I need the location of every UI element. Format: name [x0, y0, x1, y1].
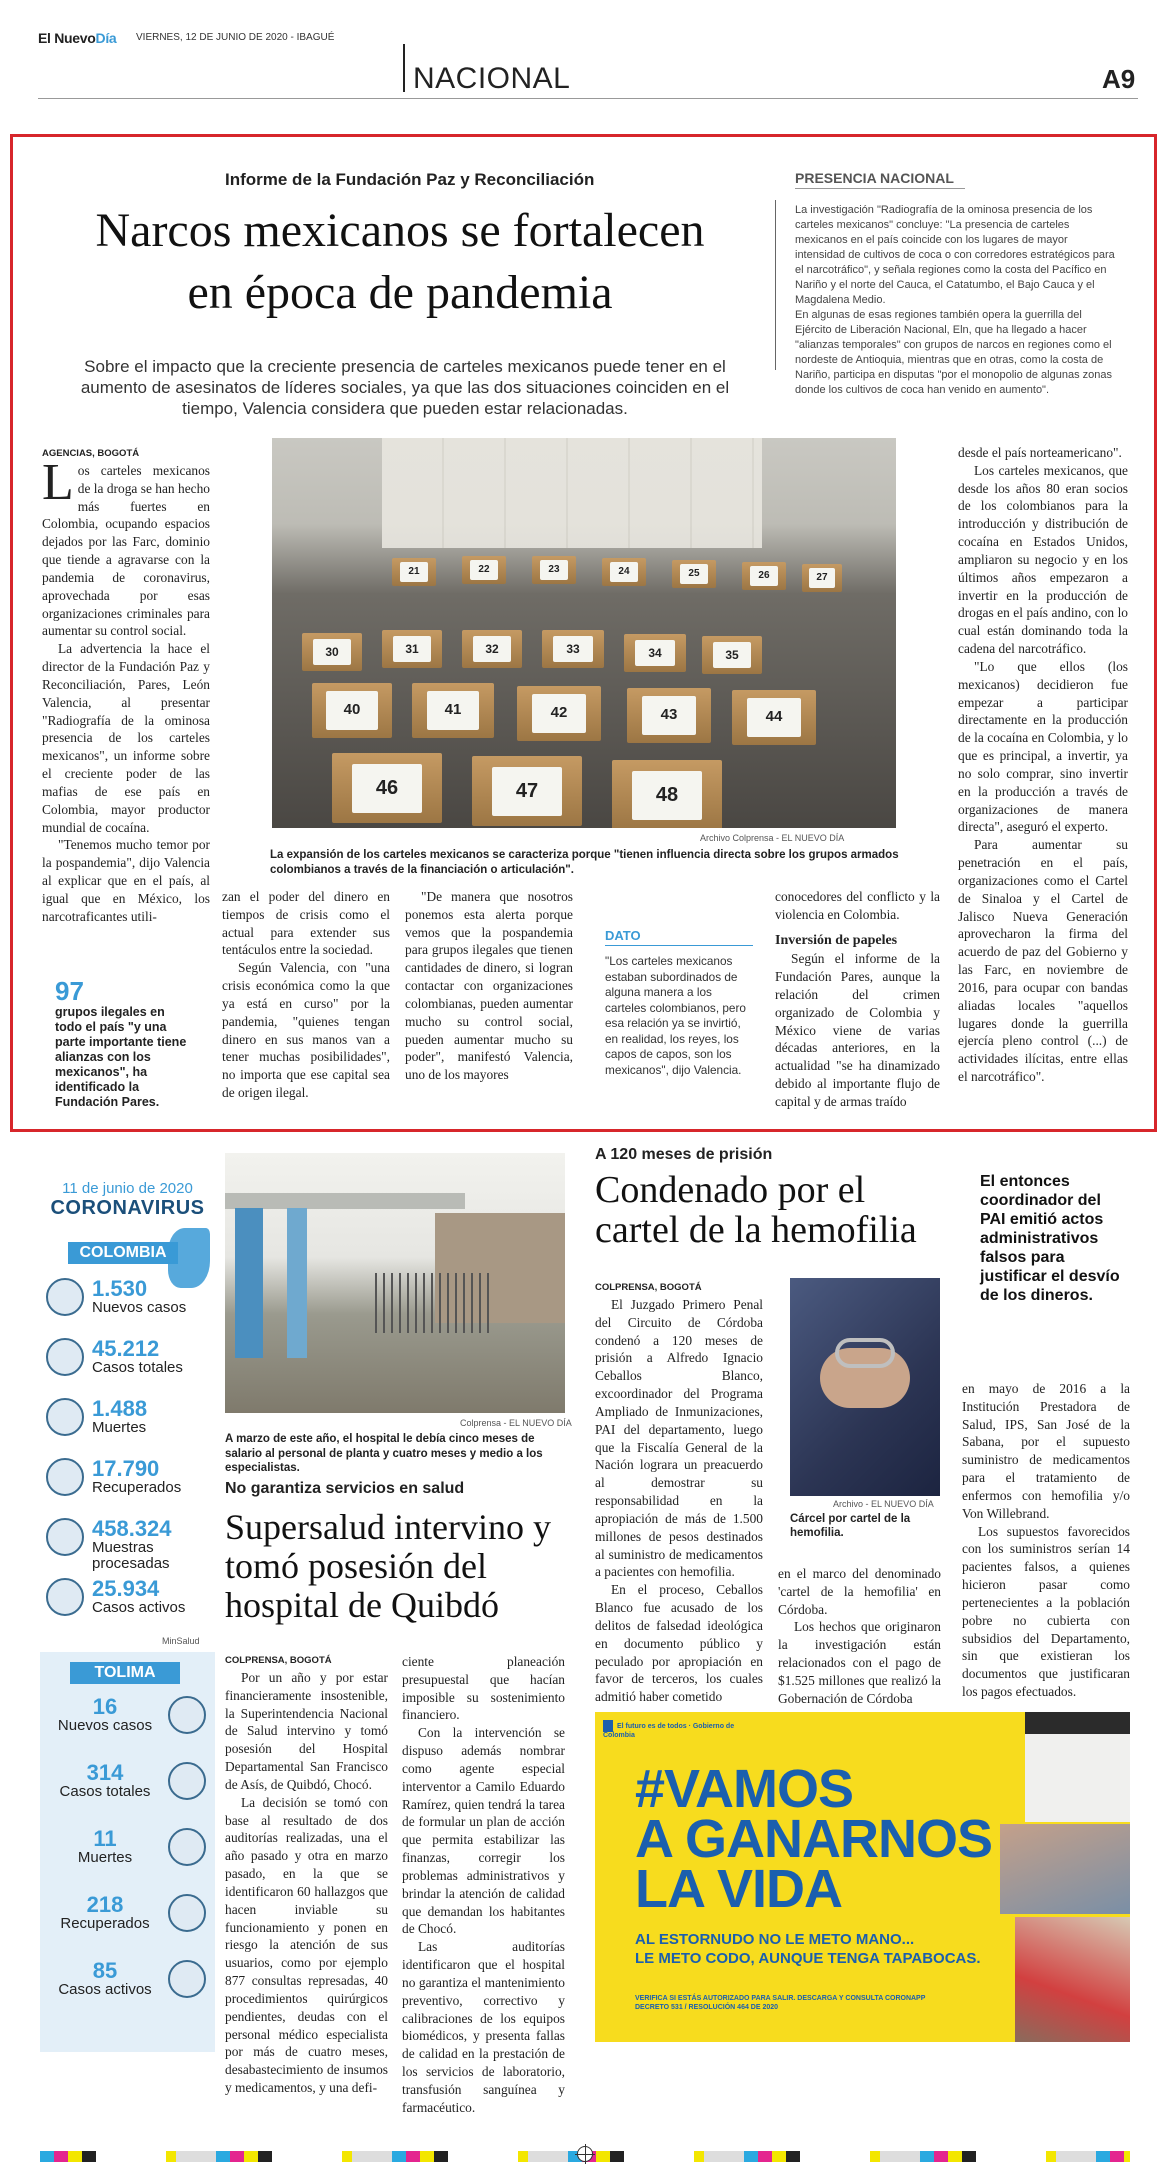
stat-number: 1.530 — [92, 1276, 148, 1301]
hospital-headline: Supersalud intervino y tomó posesión del hospital de Quibdó — [225, 1507, 551, 1625]
section-title: NACIONAL — [413, 62, 571, 95]
stat-number: 314 — [86, 1760, 124, 1785]
box-number-label: 22 — [470, 560, 498, 580]
colombia-stat-row — [40, 1272, 210, 1332]
cardboard-box — [412, 683, 494, 738]
hemofilia-col-1: El Juzgado Primero Penal del Circuito de Córdoba condenó a 120 meses de prisión a Alfredo Ignacio Ceballos Blanco, excoordinador del Programa Ampliado de Inmunizaciones, PAI del departamento, luego que la Fiscalía General de la Nación lograra un preacuerdo al demostrar su responsabilidad en la apropiación de más de 1.500 millones de pesos destinados al suministro de medicamentos a pacientes con hemofilia. En el proceso, Ceballos Blanco fue acusado de los delitos de falsedad ideológica en documento público y peculado por apropiación en favor de terceros, los cuales admitió haber cometido — [595, 1297, 763, 1705]
cardboard-box — [392, 558, 436, 586]
dato-text: "Los carteles mexicanos estaban subordinados de alguna manera a los carteles colombianos, pero esa relación ya se invirtió, en realidad, los reyes, los capos de capos, son los mexicanos", dijo Valencia. — [605, 954, 746, 1077]
box-number-label: 23 — [540, 560, 568, 580]
sidebar-text: La investigación "Radiografía de la ominosa presencia de los carteles mexicanos" concluye: "La presencia de carteles mexicanos en el país coincide con los lugares de mayor intensidad de cultivos de coca o con corredores estratégicos para el narcotráfico", y señala regiones como la costa del Pacífico en Nariño y el norte del Cauca, el Catatumbo, el Bajo Cauca y el Magdalena Medio. En algunas de esas regiones también opera la guerrilla del Ejército de Liberación Nacional, Eln, que ha llegado a hacer "alianzas temporales" con grupos de narcos en regiones como el nordeste de Antioquia, mientras que en otras, como la costa de Nariño, participa en disputas "por el monopolio de algunas zonas donde los cultivos de coca han venido en aumento". — [795, 204, 1115, 396]
cardboard-box — [702, 636, 762, 674]
color-swatch — [1096, 2151, 1110, 2162]
stat-text — [46, 1828, 164, 1866]
color-swatch — [948, 2151, 962, 2162]
stat-label: Nuevos casos — [57, 1717, 153, 1734]
stat-text — [92, 1518, 210, 1572]
box-number-label: 30 — [313, 639, 351, 666]
color-swatch — [1046, 2151, 1056, 2162]
dateline: VIERNES, 12 DE JUNIO DE 2020 - IBAGUÉ — [136, 32, 335, 43]
box-number-label: 32 — [473, 636, 511, 663]
color-swatch — [82, 2151, 96, 2162]
stat-number: 45.212 — [92, 1336, 160, 1361]
hospital-col-1: Por un año y por estar financieramente insostenible, la Superintendencia Nacional de Salud intervino y tomó posesión del Hospital Departamental San Francisco de Asís, de Quibdó, Chocó. La decisión se tomó con base al resultado de dos auditorías realizadas, una el año pasado y otra en marzo pasado, en la que se identificaron 60 hallazgos que hacen inviable su funcionamiento y ponen en riesgo la atención de sus usuarios, como por ejemplo 877 consultas represadas, 40 procedimientos quirúrgicos pendientes, deudas con el personal médico especialista por más de cuatro meses, desabastecimiento de insumos y medicamentos, y una defi- — [225, 1670, 388, 2096]
stat-label: Recuperados — [60, 1915, 150, 1932]
colombia-stat-row — [40, 1512, 210, 1572]
ad-shield-icon — [603, 1720, 613, 1732]
stat-text — [92, 1458, 210, 1496]
stat-label: Muestras procesadas — [92, 1539, 170, 1572]
hospital-col-2: ciente planeación presupuestal que hacían imposible su sostenimiento financiero. Con la intervención se dispuso además nombrar como agente especial interventor a Camilo Eduardo Ramírez, quien tendrá la tarea de formular un plan de acción que permita estabilizar las finanzas, corregir los problemas administrativos y brindar la atención de calidad que demandan los habitantes de Chocó. Las auditorías identificaron que el hospital no garantiza el mantenimiento preventivo, correctivo y calibraciones de los equipos biomédicos, y presenta fallas de calidad en la prestación de los servicios de laboratorio, transfusión sanguínea y farmacéutico. — [402, 1654, 565, 2115]
hospital-roof — [225, 1193, 465, 1209]
box-number-label: 46 — [352, 764, 422, 813]
color-swatch — [448, 2151, 518, 2162]
color-swatch — [880, 2151, 920, 2162]
stat-person-icon — [46, 1518, 84, 1556]
color-swatch — [244, 2151, 258, 2162]
color-swatch — [962, 2151, 976, 2162]
box-number-label: 35 — [713, 642, 751, 669]
stat-label: Casos activos — [58, 1981, 152, 1998]
stat-text — [46, 1696, 164, 1734]
hospital-photo-credit: Colprensa - EL NUEVO DÍA — [460, 1418, 572, 1428]
lead-deck: Sobre el impacto que la creciente presencia de carteles mexicanos puede tener en el aumento de asesinatos de líderes sociales, ya que las dos situaciones coinciden en el tiempo, Valencia considera que pueden estar relacionadas. — [80, 357, 730, 418]
box-number-label: 21 — [400, 562, 428, 582]
stat-person-icon — [168, 1894, 206, 1932]
cardboard-box — [624, 634, 686, 672]
box-number-label: 24 — [610, 562, 638, 582]
cardboard-box — [382, 630, 442, 668]
presencia-sidebar — [795, 170, 1120, 405]
color-swatch — [230, 2151, 244, 2162]
box-number-label: 43 — [642, 696, 696, 735]
stat-number: 458.324 — [92, 1516, 172, 1541]
lead-col-1: Los carteles mexicanos de la droga se han hecho más fuertes en Colombia, ocupando espacios dejados por las Farc, dominio que tiende a agravarse con la pandemia de coronavirus, aprovechada por esas organizaciones criminales para aumentar su control social. La advertencia la hace el director de la Fundación Paz y Reconciliación, Pares, León Valencia, al presentar "Radiografía de la ominosa presencia de los carteles mexicanos", un informe sobre el creciente poder de las mafias de ese país en Colombia, mayor productor mundial de cocaína. "Tenemos mucho temor por la pospandemia", dijo Valencia al explicar que en el país, al igual que en México, los narcotraficantes utili- — [42, 454, 210, 924]
hemofilia-photo — [790, 1278, 940, 1496]
colombia-stat-row — [40, 1572, 210, 1632]
box-number-label: 41 — [427, 691, 479, 730]
cardboard-box — [627, 688, 711, 743]
colombia-stat-row — [40, 1452, 210, 1512]
color-swatch — [624, 2151, 694, 2162]
tolima-stat-row — [40, 1822, 210, 1888]
ad-headline: #VAMOS A GANARNOS LA VIDA — [635, 1759, 993, 1919]
box-number-label: 44 — [747, 698, 801, 737]
stat-number: 11 — [93, 1826, 117, 1851]
color-swatch — [342, 2151, 352, 2162]
stat-person-icon — [46, 1458, 84, 1496]
color-swatch — [976, 2151, 1046, 2162]
registration-mark-icon — [577, 2146, 593, 2162]
color-swatch — [610, 2151, 624, 2162]
hospital-pillar-2 — [287, 1208, 307, 1358]
stat-person-icon — [46, 1338, 84, 1376]
stat-label: Casos activos — [92, 1599, 186, 1616]
tolima-stat-row — [40, 1888, 210, 1954]
colombia-stat-row — [40, 1332, 210, 1392]
color-swatch — [258, 2151, 272, 2162]
section-divider — [403, 44, 405, 92]
stat-number: 218 — [86, 1892, 124, 1917]
hospital-pillar — [235, 1208, 263, 1358]
cardboard-box — [517, 686, 601, 741]
cardboard-box — [542, 630, 604, 668]
stat-number: 16 — [92, 1694, 118, 1719]
hemofilia-photo-caption: Cárcel por cartel de la hemofilia. — [790, 1513, 911, 1539]
stat-label: Casos totales — [92, 1359, 183, 1376]
hospital-photo — [225, 1153, 565, 1413]
cardboard-box — [742, 562, 786, 590]
ad-subline: AL ESTORNUDO NO LE METO MANO... LE METO CODO, AUNQUE TENGA TAPABOCAS. — [635, 1931, 981, 1967]
box-number-label: 42 — [532, 694, 586, 733]
stat-person-icon — [168, 1960, 206, 1998]
stat-97-text: grupos ilegales en todo el país "y una parte importante tiene alianzas con los mexicanos", ha identificado la Fundación Pares. — [55, 1005, 187, 1109]
color-swatch — [434, 2151, 448, 2162]
color-swatch — [1056, 2151, 1096, 2162]
cardboard-box — [472, 756, 582, 826]
stat-number: 17.790 — [92, 1456, 160, 1481]
stat-text — [46, 1960, 164, 1998]
color-swatch — [216, 2151, 230, 2162]
hospital-byline: COLPRENSA, BOGOTÁ — [225, 1655, 332, 1666]
stat-person-icon — [46, 1578, 84, 1616]
lead-photo — [272, 438, 896, 828]
sidebar-rule — [775, 200, 776, 370]
color-swatch — [786, 2151, 800, 2162]
cardboard-box — [802, 564, 842, 592]
stat-text — [92, 1398, 210, 1436]
covid-infographic — [40, 1180, 215, 2040]
stat-label: Nuevos casos — [92, 1299, 187, 1316]
color-swatch — [772, 2151, 786, 2162]
stat-text — [46, 1762, 164, 1800]
tolima-stat-row — [40, 1756, 210, 1822]
colombia-label: COLOMBIA — [68, 1242, 178, 1264]
color-swatch — [518, 2151, 528, 2162]
lead-col-4: conocedores del conflicto y la violencia en Colombia. Inversión de papeles Según el informe de la Fundación Pares, aunque la relación del crimen organizado de Colombia y México viene de varias décadas anteriores, en la actualidad "se ha dinamizado debido al importante flujo de capital y de armas traído — [775, 889, 940, 1109]
colombia-stat-row — [40, 1392, 210, 1452]
color-swatch — [870, 2151, 880, 2162]
box-number-label: 47 — [492, 767, 562, 816]
cardboard-box — [462, 556, 506, 584]
color-swatch — [694, 2151, 704, 2162]
dato-label: DATO — [605, 928, 753, 946]
lead-col-2: zan el poder del dinero en tiempos de crisis como el actual para extender sus tentáculos entre la sociedad. Según Valencia, con "una crisis económica como la que ya está en curso" por la pandemia, "quienes tengan dinero en sus manos van a tener muchas posibilidades", no importa que ese capital sea de origen ilegal. — [222, 889, 390, 1101]
covid-title: CORONAVIRUS — [50, 1197, 205, 1219]
stat-number: 1.488 — [92, 1396, 148, 1421]
lead-photo-caption: La expansión de los carteles mexicanos se caracteriza porque "tienen influencia directa sobre los grupos armados colombianos a través de la financiación o articulación". — [270, 849, 899, 876]
ad-fine-print: VERIFICA SI ESTÁS AUTORIZADO PARA SALIR. DESCARGA Y CONSULTA CORONAPP DECRETO 531 / RESOLUCIÓN 464 DE 2020 — [635, 1995, 926, 2011]
box-number-label: 48 — [632, 771, 702, 820]
lead-byline: AGENCIAS, BOGOTÁ — [42, 448, 140, 459]
stat-label: Muertes — [92, 1419, 147, 1436]
hospital-kicker: No garantiza servicios en salud — [225, 1480, 465, 1497]
lead-photo-credit: Archivo Colprensa - EL NUEVO DÍA — [700, 833, 845, 843]
covid-date: 11 de junio de 2020 — [62, 1180, 193, 1197]
cardboard-box — [532, 556, 576, 584]
stat-text — [92, 1578, 210, 1616]
color-swatch — [40, 2151, 54, 2162]
color-swatch — [420, 2151, 434, 2162]
hemofilia-col-3: en mayo de 2016 a la Institución Prestadora de Salud, IPS, San José de la Sabana, por el supuesto suministro de medicamentos para el tratamiento de enfermos con hemofilia y/o Von Willebrand. Los supuestos favorecidos con los suministros serían 14 pacientes falsos, a quienes hicieron pasar como pertenecientes a la población pobre no cubierta con subsidios del Departamento, sin que existieran los documentos que justificaran los pagos efectuados. — [962, 1381, 1130, 1700]
hemofilia-pullquote: El entonces coordinador del PAI emitió actos administrativos falsos para justificar el desvío de los dineros. — [980, 1173, 1120, 1304]
photo-backdrop — [382, 438, 762, 548]
stat-text — [46, 1894, 164, 1932]
dato-box — [605, 928, 753, 1078]
hospital-gate — [375, 1273, 495, 1333]
ad-person-1 — [1025, 1712, 1130, 1822]
lead-headline: Narcos mexicanos se fortalecen en época de pandemia — [95, 204, 705, 319]
hemofilia-col-2: en el marco del denominado 'cartel de la hemofilia' en Córdoba. Los hechos que originaron la investigación están relacionados con el pago de $1.525 millones que realizó la Gobernación de Córdoba — [778, 1566, 941, 1706]
stat-person-icon — [168, 1696, 206, 1734]
stat-number: 25.934 — [92, 1576, 160, 1601]
color-swatch — [920, 2151, 934, 2162]
cardboard-box — [312, 683, 392, 738]
stat-text — [92, 1338, 210, 1376]
page-number: A9 — [1102, 64, 1136, 94]
color-swatch — [758, 2151, 772, 2162]
stat-label: Casos totales — [59, 1783, 151, 1800]
box-number-label: 26 — [750, 566, 778, 586]
color-swatch — [352, 2151, 392, 2162]
color-swatch — [596, 2151, 610, 2162]
lead-col-5: desde el país norteamericano". Los carteles mexicanos, que desde los años 80 eran socios de los colombianos para la introducción y distribución de cocaína en Estados Unidos, ampliaron su negocio y en los últimos años empezaron a invertir en la producción de drogas en el país andino, con lo cual están dominando toda la cadena del narcotráfico. "Lo que ellos (los mexicanos) decidieron fue empezar a participar directamente en la producción de la cocaína en Colombia, y lo que es principal, a invertir, ya no solo comprar, sino invertir en la producción a través de organizaciones de manera directa", aseguró el experto. Para aumentar su penetración en el país, organizaciones como el Cartel de Sinaloa y el Cartel de Jalisco Nueva Generación aprovecharon la firma del acuerdo de paz del Gobierno y las Farc, en noviembre de 2016, para ocupar con bandas aliadas locales "aquellos lugares donde la guerrilla ejercía pleno control (...) de actividades ilícitas, entre ellas el narcotráfico". — [958, 445, 1128, 1084]
ad-person-3 — [1015, 1917, 1130, 2042]
tolima-label: TOLIMA — [70, 1662, 180, 1684]
hemofilia-byline: COLPRENSA, BOGOTÁ — [595, 1282, 702, 1293]
cardboard-box — [332, 753, 442, 823]
color-swatch — [1124, 2151, 1130, 2162]
stat-person-icon — [46, 1278, 84, 1316]
color-swatch — [1110, 2151, 1124, 2162]
color-swatch — [166, 2151, 176, 2162]
hemofilia-photo-credit: Archivo - EL NUEVO DÍA — [833, 1499, 934, 1509]
box-number-label: 31 — [393, 636, 431, 663]
hospital-photo-caption: A marzo de este año, el hospital le debía cinco meses de salario al personal de planta y cuatro meses y medio a los especialistas. — [225, 1433, 543, 1474]
box-number-label: 40 — [326, 691, 377, 730]
lead-kicker: Informe de la Fundación Paz y Reconciliación — [225, 170, 595, 189]
box-number-label: 25 — [680, 564, 708, 584]
stat-label: Muertes — [77, 1849, 133, 1866]
ad-person-2 — [1000, 1824, 1130, 1914]
tolima-stat-row — [40, 1690, 210, 1756]
cardboard-box — [602, 558, 646, 586]
color-swatch — [744, 2151, 758, 2162]
stat-number: 85 — [92, 1958, 118, 1983]
handcuffs — [835, 1338, 895, 1368]
color-swatch — [528, 2151, 568, 2162]
reg-cross-v — [585, 2144, 586, 2164]
masthead-logo: El NuevoDía — [38, 30, 117, 46]
lead-col-3: "De manera que nosotros ponemos esta alerta porque vemos que la pospandemia para grupos ilegales que tienen cantidades de dinero, si logran contactar con organizaciones colombianas, pueden aumentar mucho su control social, pueden aumentar mucho su poder", manifestó Valencia, uno de los mayores — [405, 889, 573, 1083]
subhead-inversion: Inversión de papeles — [775, 932, 898, 948]
box-number-label: 27 — [809, 568, 835, 588]
color-swatch — [96, 2151, 166, 2162]
color-swatch — [68, 2151, 82, 2162]
sidebar-title: PRESENCIA NACIONAL — [795, 170, 965, 189]
stat-label: Recuperados — [92, 1479, 182, 1496]
cardboard-box — [612, 760, 722, 828]
color-swatch — [54, 2151, 68, 2162]
hemofilia-kicker: A 120 meses de prisión — [595, 1146, 773, 1163]
cardboard-box — [462, 630, 522, 668]
stat-97-box — [55, 977, 195, 1110]
color-swatch — [800, 2151, 870, 2162]
masthead — [38, 28, 1138, 100]
stat-person-icon — [168, 1828, 206, 1866]
color-swatch — [176, 2151, 216, 2162]
color-swatch — [406, 2151, 420, 2162]
stat-97-number: 97 — [55, 976, 84, 1006]
hemofilia-headline: Condenado por el cartel de la hemofilia — [595, 1169, 917, 1251]
stat-person-icon — [46, 1398, 84, 1436]
ad-logo: El futuro es de todos · Gobierno de Colombia — [603, 1720, 753, 1740]
tolima-stat-row — [40, 1954, 210, 2020]
color-swatch — [392, 2151, 406, 2162]
box-number-label: 34 — [635, 640, 675, 667]
cardboard-box — [672, 560, 716, 588]
color-swatch — [934, 2151, 948, 2162]
ad-vamos-a-ganarnos-la-vida — [595, 1712, 1130, 2042]
cardboard-box — [302, 633, 362, 671]
stat-person-icon — [168, 1762, 206, 1800]
box-number-label: 33 — [553, 636, 593, 663]
masthead-rule — [38, 98, 1138, 99]
cardboard-box — [732, 690, 816, 745]
stat-text — [92, 1278, 210, 1316]
color-swatch — [704, 2151, 744, 2162]
covid-source: MinSalud — [162, 1636, 200, 1646]
color-swatch — [272, 2151, 342, 2162]
